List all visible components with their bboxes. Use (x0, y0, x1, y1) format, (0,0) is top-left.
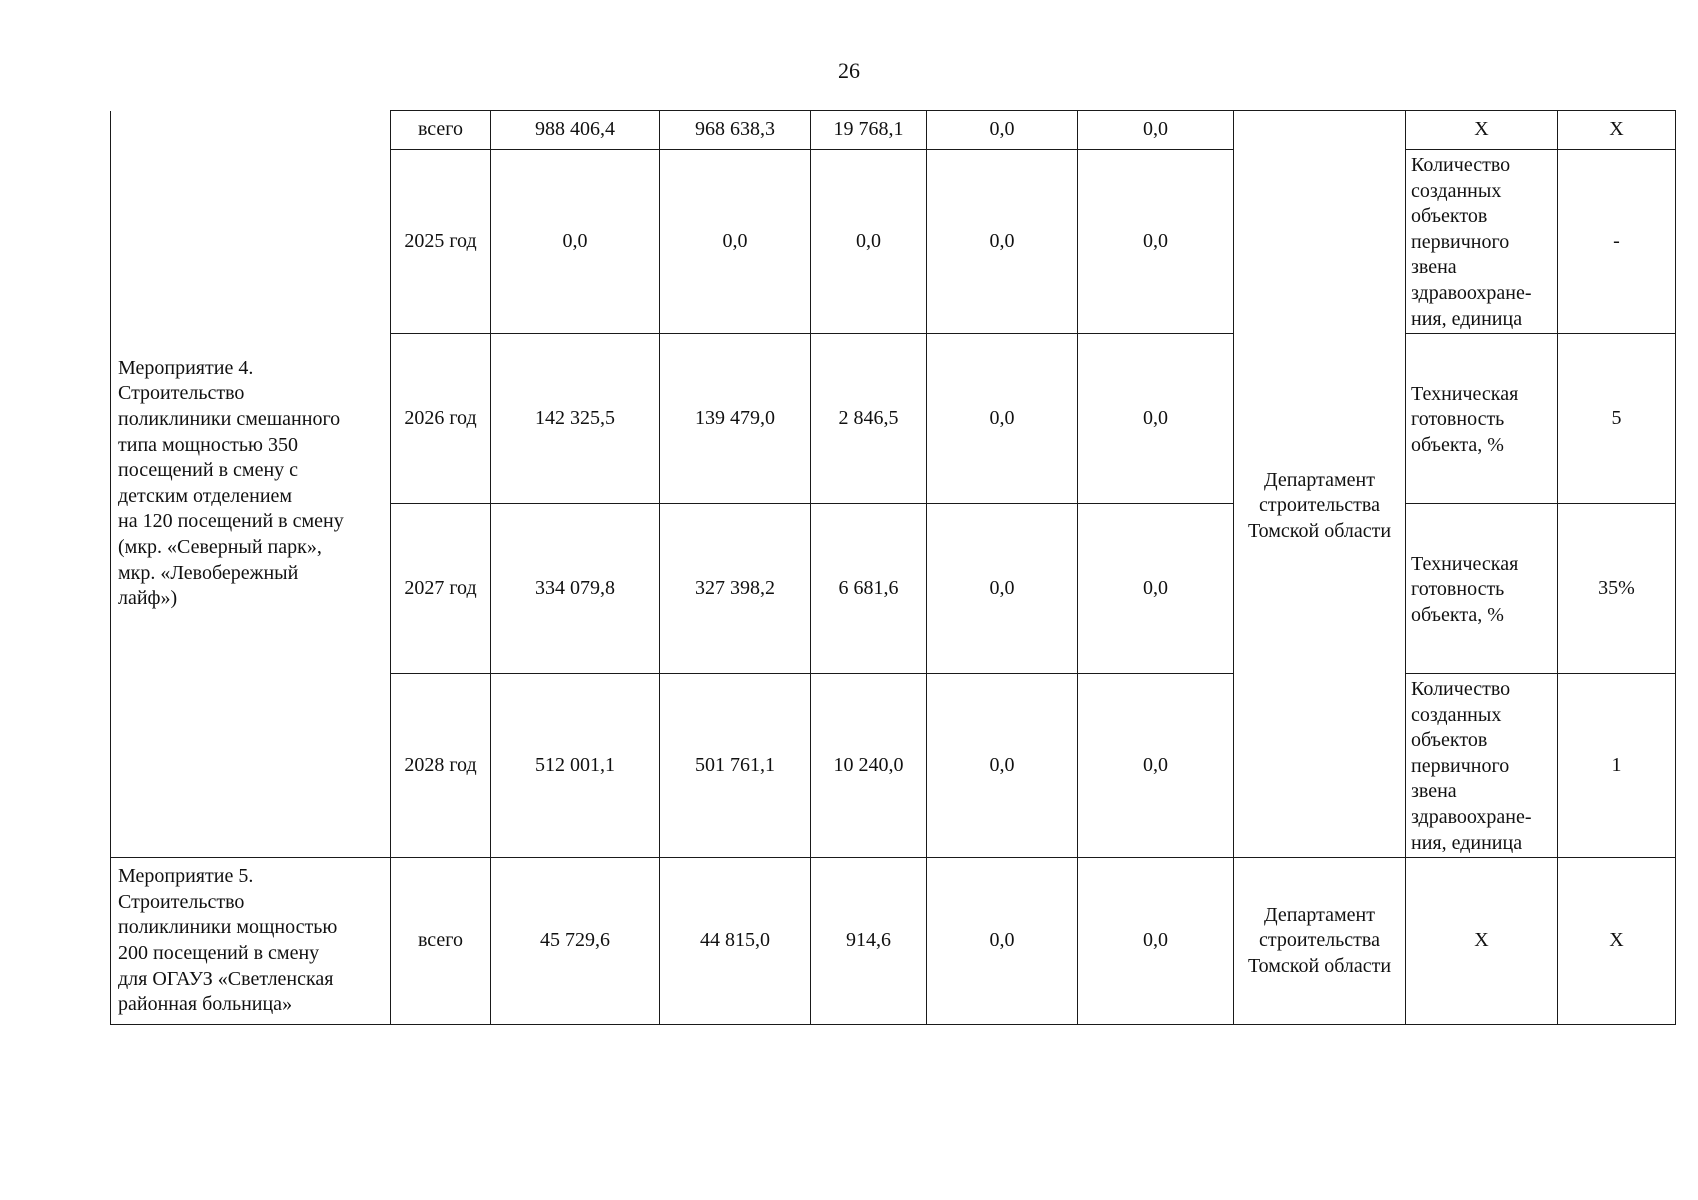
event-4-department: Департамент строительства Томской области (1247, 468, 1392, 542)
federal-cell: 139 479,0 (660, 334, 811, 504)
table-row (111, 858, 1676, 1025)
event-5-name-cell (111, 858, 391, 1025)
regional-cell: 10 240,0 (811, 674, 927, 858)
regional-cell: 2 846,5 (811, 334, 927, 504)
value-cell: Х (1558, 858, 1676, 1025)
other-cell: 0,0 (1078, 504, 1234, 674)
indicator-cell: Техническая готовность объекта, % (1406, 504, 1558, 674)
period-cell: 2025 год (391, 150, 491, 334)
regional-cell: 6 681,6 (811, 504, 927, 674)
regional-cell: 0,0 (811, 150, 927, 334)
regional-cell: 914,6 (811, 858, 927, 1025)
total-cell: 45 729,6 (491, 858, 660, 1025)
federal-cell: 968 638,3 (660, 111, 811, 150)
table-row (111, 111, 1676, 150)
event-5-name: Мероприятие 5. Строительство поликлиники мощностью 200 посещений в смену для ОГАУЗ «Светленская районная больница» (118, 865, 338, 1016)
indicator-cell: Количество созданных объектов первичного звена здравоохране- ния, единица (1406, 150, 1558, 334)
other-cell: 0,0 (1078, 111, 1234, 150)
total-cell: 334 079,8 (491, 504, 660, 674)
indicator-cell: Техническая готовность объекта, % (1406, 334, 1558, 504)
value-cell: 1 (1558, 674, 1676, 858)
local-cell: 0,0 (927, 334, 1078, 504)
event-5-department-cell (1234, 858, 1406, 1025)
local-cell: 0,0 (927, 504, 1078, 674)
period-cell: всего (391, 111, 491, 150)
other-cell: 0,0 (1078, 334, 1234, 504)
value-cell: 35% (1558, 504, 1676, 674)
other-cell: 0,0 (1078, 674, 1234, 858)
indicator-cell: Количество созданных объектов первичного звена здравоохране- ния, единица (1406, 674, 1558, 858)
period-cell: 2028 год (391, 674, 491, 858)
value-cell: 5 (1558, 334, 1676, 504)
event-4-name: Мероприятие 4. Строительство поликлиники смешанного типа мощностью 350 посещений в смену с детским отделением на 120 посещений в смену (мкр. «Северный парк», мкр. «Левобережный лайф») (118, 356, 344, 610)
federal-cell: 0,0 (660, 150, 811, 334)
event-4-name-cell (111, 111, 391, 858)
period-cell: 2027 год (391, 504, 491, 674)
federal-cell: 327 398,2 (660, 504, 811, 674)
period-cell: 2026 год (391, 334, 491, 504)
event-5-department: Департамент строительства Томской области (1247, 903, 1392, 977)
other-cell: 0,0 (1078, 150, 1234, 334)
federal-cell: 501 761,1 (660, 674, 811, 858)
regional-cell: 19 768,1 (811, 111, 927, 150)
total-cell: 988 406,4 (491, 111, 660, 150)
period-cell: всего (391, 858, 491, 1025)
indicator-cell: Х (1406, 858, 1558, 1025)
indicator-cell: Х (1406, 111, 1558, 150)
total-cell: 142 325,5 (491, 334, 660, 504)
local-cell: 0,0 (927, 150, 1078, 334)
page-number: 26 (838, 58, 860, 83)
other-cell: 0,0 (1078, 858, 1234, 1025)
local-cell: 0,0 (927, 111, 1078, 150)
total-cell: 0,0 (491, 150, 660, 334)
federal-cell: 44 815,0 (660, 858, 811, 1025)
program-events-table (110, 110, 1676, 1025)
value-cell: - (1558, 150, 1676, 334)
event-4-department-cell (1234, 111, 1406, 858)
local-cell: 0,0 (927, 858, 1078, 1025)
local-cell: 0,0 (927, 674, 1078, 858)
total-cell: 512 001,1 (491, 674, 660, 858)
value-cell: Х (1558, 111, 1676, 150)
